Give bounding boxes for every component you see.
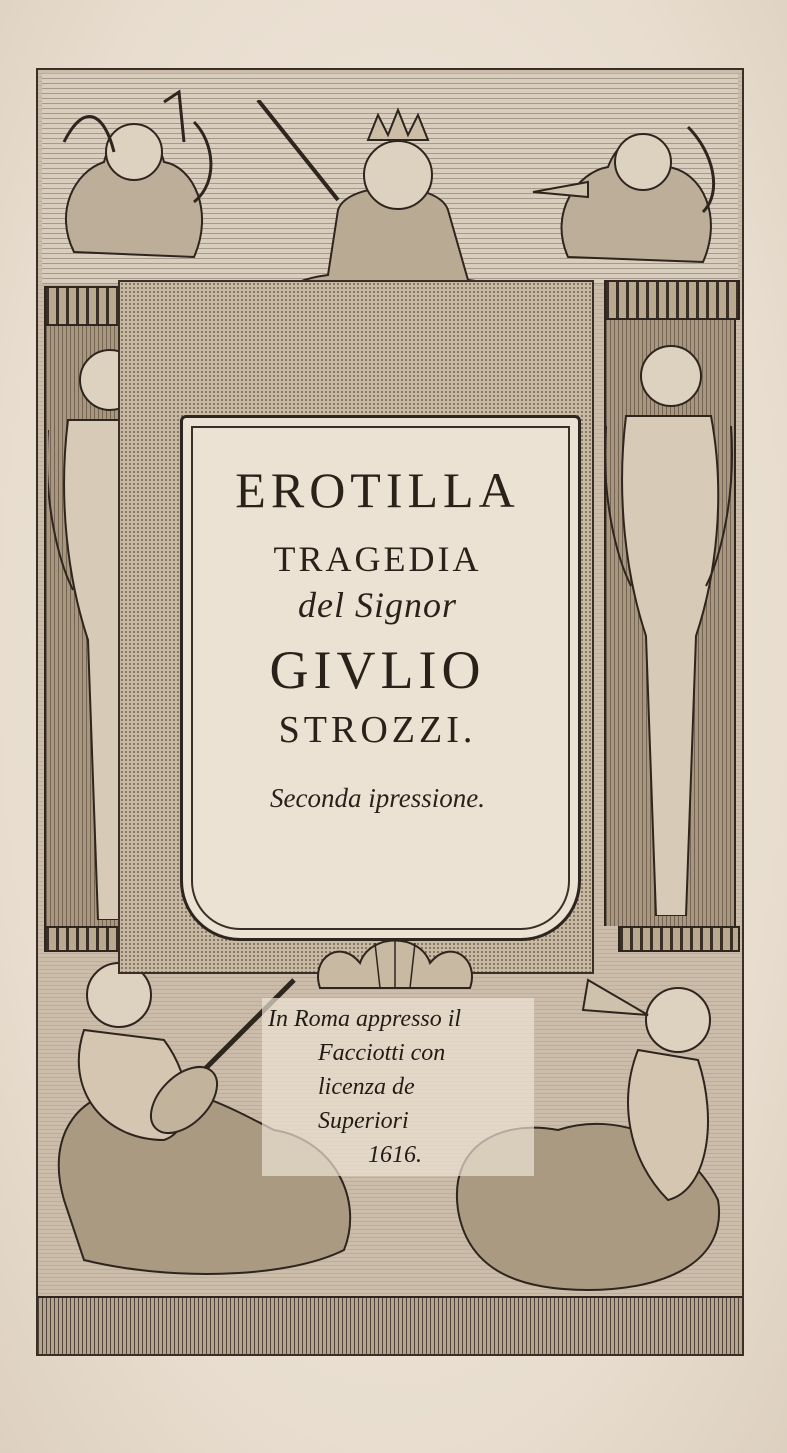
imprint-line-3: licenza de — [318, 1074, 415, 1100]
title-text-block — [180, 455, 575, 812]
engraved-base — [38, 1296, 742, 1354]
shell-icon — [300, 928, 490, 998]
book-title: EROTILLA — [235, 462, 520, 518]
cherub-eagle-left-figure — [44, 82, 244, 302]
edition-note: Seconda ipressione. — [270, 783, 485, 813]
right-caryatid-figure — [606, 336, 736, 916]
book-genre: TRAGEDIA — [273, 539, 482, 579]
author-first-name: GIVLIO — [269, 640, 486, 700]
right-pillar-base — [618, 926, 740, 952]
trumpet-icon — [583, 980, 648, 1015]
imprint-line-2: Facciotti con — [318, 1040, 446, 1066]
author-last-name: STROZZI. — [278, 709, 477, 751]
imprint-line-4: Superiori — [318, 1108, 409, 1134]
imprint-year: 1616. — [368, 1142, 422, 1168]
imprint-block — [262, 998, 534, 1176]
crown-icon — [368, 110, 428, 140]
author-byline: del Signor — [298, 585, 457, 625]
right-cornice — [604, 280, 740, 320]
imprint-line-1: In Roma appresso il — [268, 1006, 462, 1032]
